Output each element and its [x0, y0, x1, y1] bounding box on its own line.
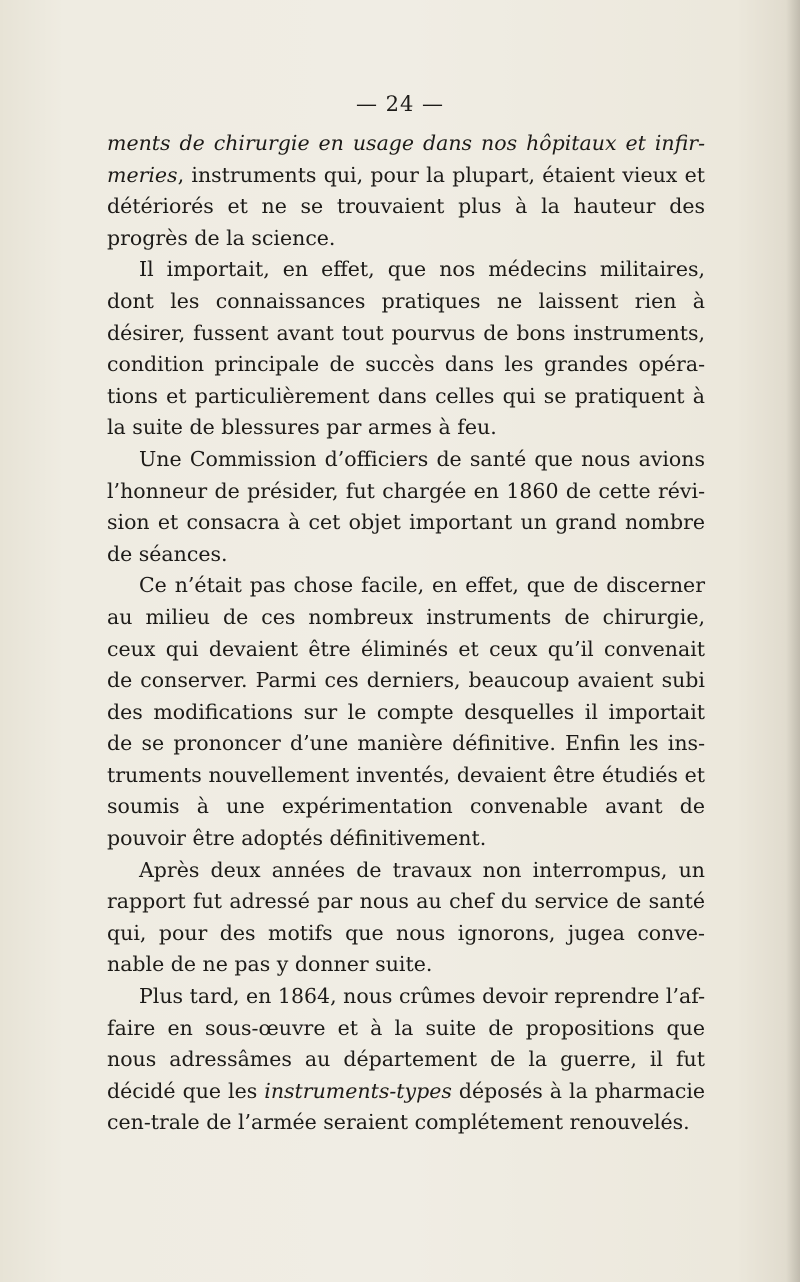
- paragraph-4: Ce n’était pas chose facile, en effet, que de discerner au milieu de ces nombreux instruments de chirurgie, ceux qui devaient être éliminés et ceux qu’il convenait de conserver. Parmi ces derniers, beaucoup avaient subi des modifications sur le compte desquelles il importait de se prononcer d’une manière définitive. Enfin les ins-truments nouvellement inventés, devaient être étudiés et soumis à une expérimentation convenable avant de pouvoir être adoptés définitivement.: [107, 573, 705, 851]
- body-text: [107, 128, 705, 1139]
- paragraph-2: Il importait, en effet, que nos médecins militaires, dont les connaissances pratiques ne laissent rien à désirer, fussent avant tout pourvus de bons instruments, condition principale de succès dans les grandes opéra-tions et particulièrement dans celles qui se pratiquent à la suite de blessures par armes à feu.: [107, 257, 705, 440]
- paragraph-6-text-after: déposés à la pharmacie cen-trale de l’armée seraient complétement renouvelés.: [107, 1078, 706, 1135]
- paragraph-5: Après deux années de travaux non interrompus, un rapport fut adressé par nous au chef du service de santé qui, pour des motifs que nous ignorons, jugea conve-nable de ne pas y donner suite.: [107, 857, 705, 977]
- paragraph-1-text: , instruments qui, pour la plupart, étaient vieux et détériorés et ne se trouvaient plus à la hauteur des progrès de la science.: [107, 162, 705, 250]
- paragraph-3: Une Commission d’officiers de santé que nous avions l’honneur de présider, fut chargée en 1860 de cette révi-sion et consacra à cet objet important un grand nombre de séances.: [107, 446, 705, 566]
- paragraph-1: [107, 128, 705, 254]
- italic-lead: ments de chirurgie en usage dans nos hôpitaux et infir-meries: [107, 131, 705, 187]
- italic-instruments-types: instruments-types: [264, 1078, 452, 1103]
- page-edge-shadow: [786, 0, 800, 1282]
- paragraph-6: [107, 981, 705, 1139]
- paragraph-6-text-before: Plus tard, en 1864, nous crûmes devoir reprendre l’af-faire en sous-œuvre et à la suite de propositions que nous adressâmes au département de la guerre, il fut décidé que les: [107, 984, 705, 1103]
- page-number: — 24 —: [355, 92, 445, 116]
